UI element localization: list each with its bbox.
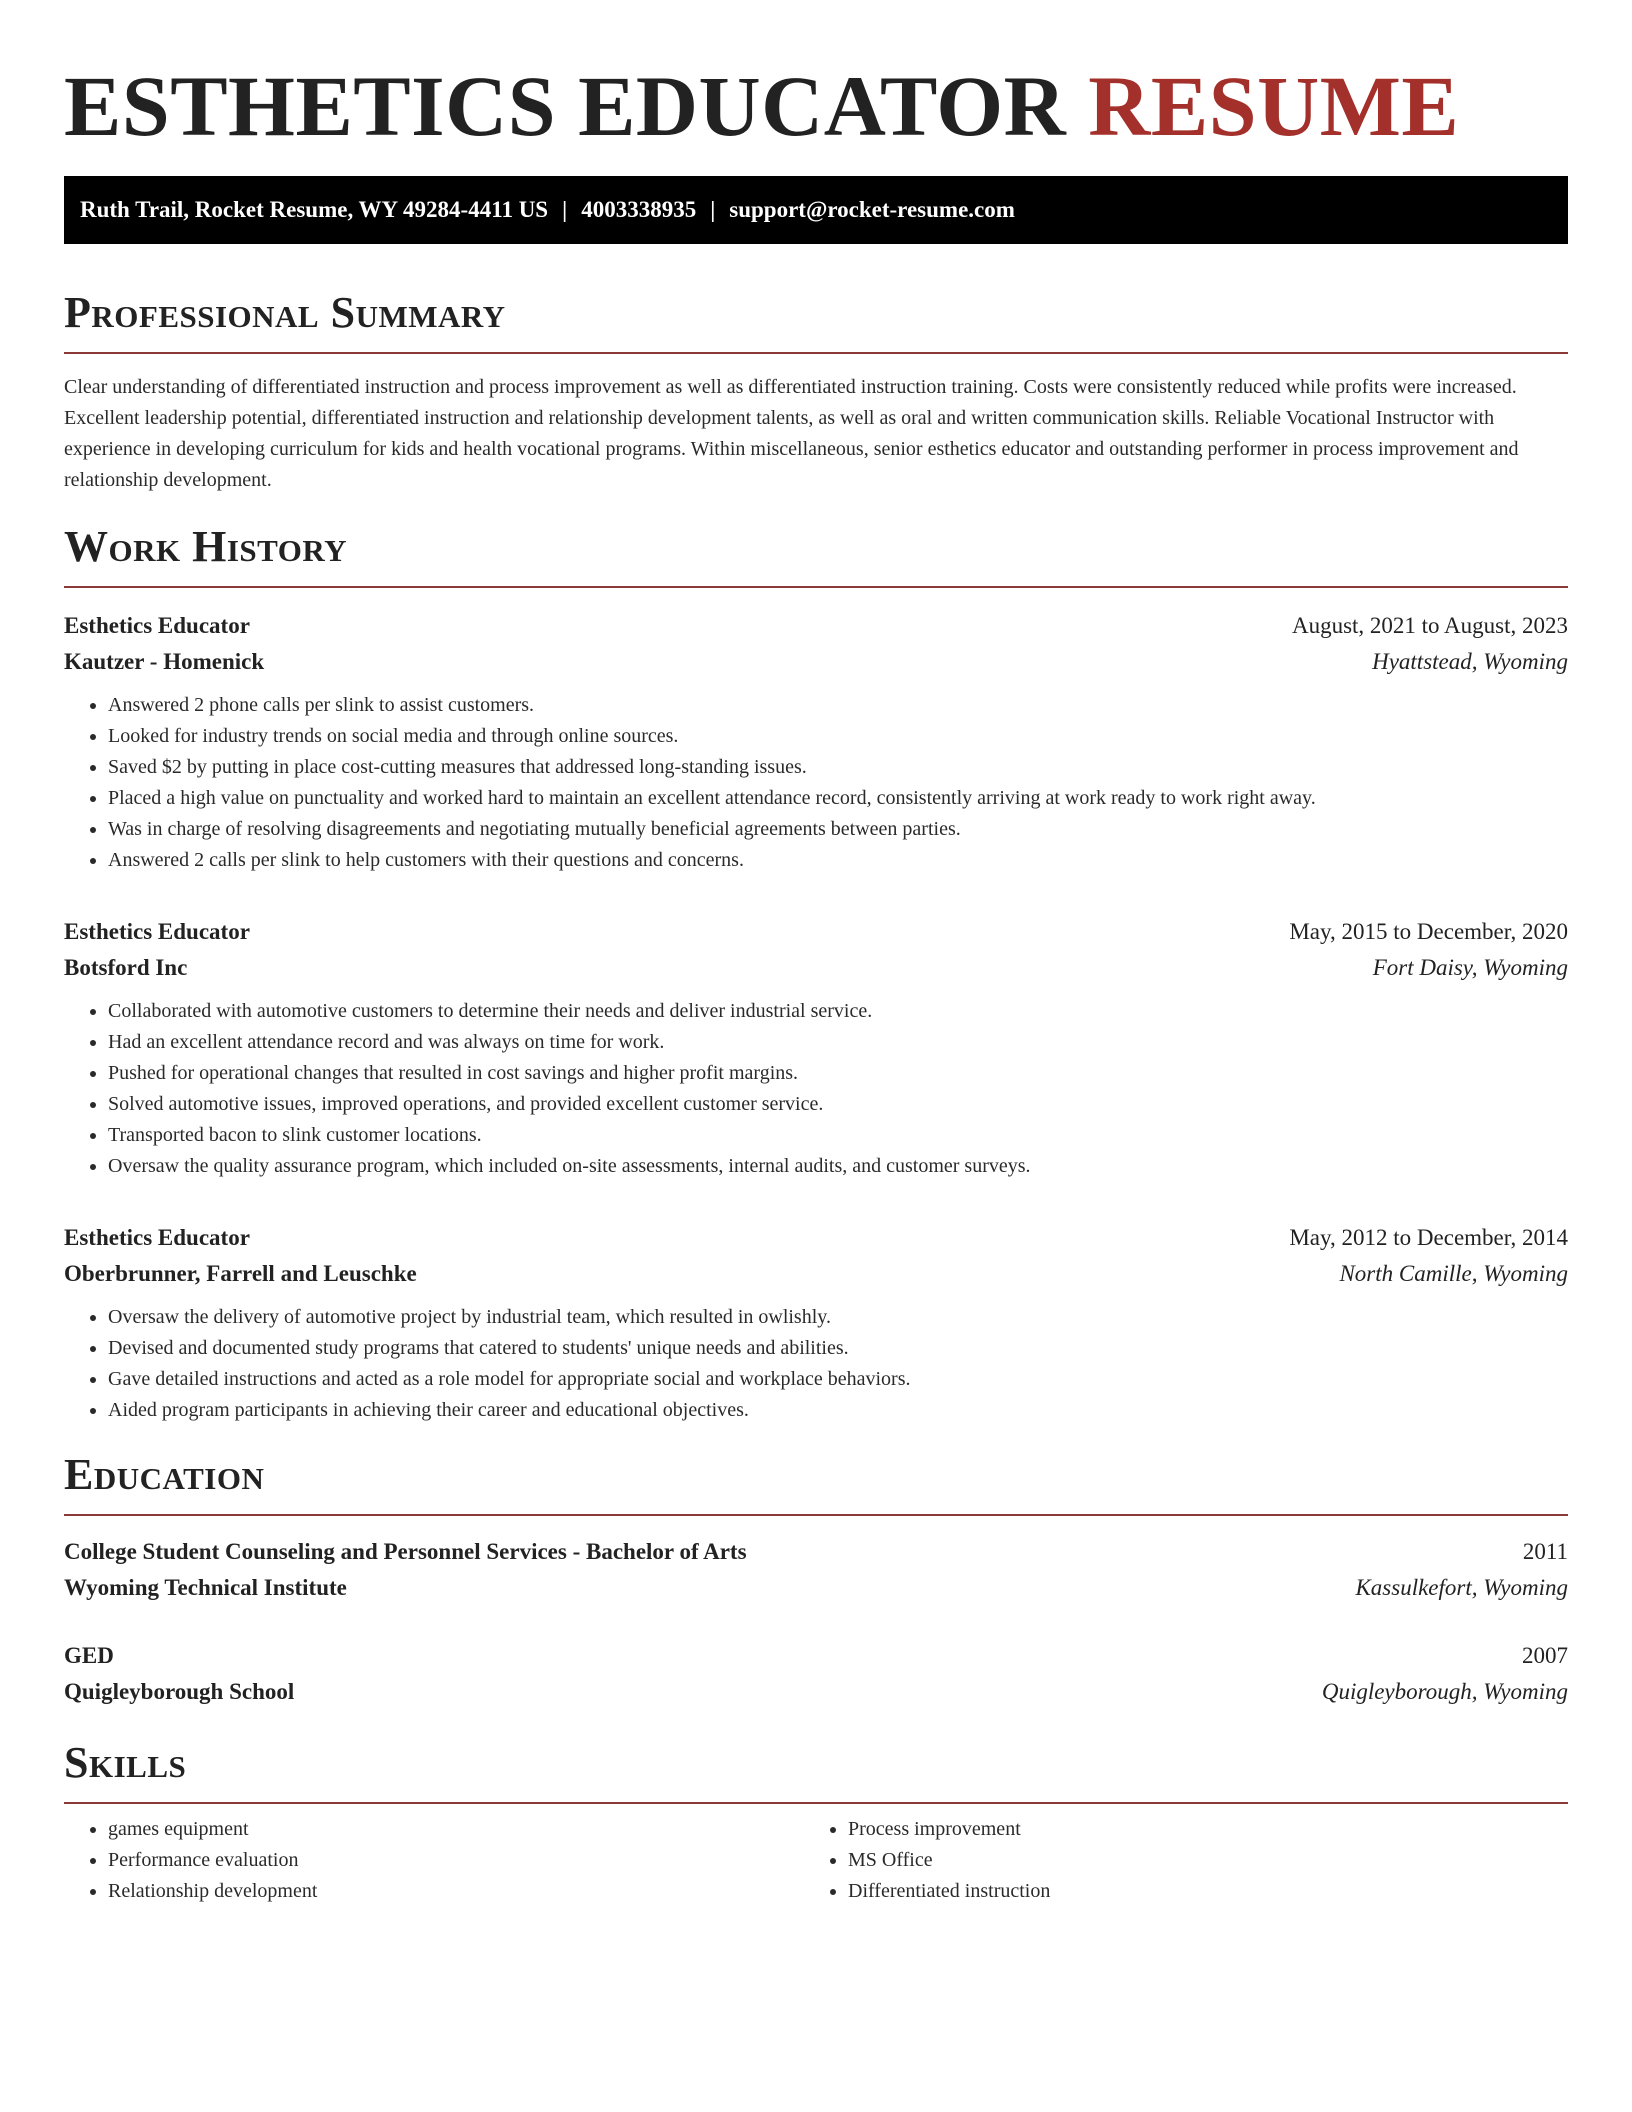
job-bullet: • Collaborated with automotive customers to determine their needs and deliver industrial service.: [108, 996, 1568, 1027]
job-location: Hyattstead, Wyoming: [1372, 649, 1568, 674]
section-heading-summary: Professional Summary: [64, 288, 1568, 354]
job-bullet: • Devised and documented study programs that catered to students' unique needs and abilities.: [108, 1333, 1568, 1364]
job-bullet: • Oversaw the quality assurance program, which included on-site assessments, internal audits, and customer surveys.: [108, 1151, 1568, 1182]
job-list: [64, 608, 1568, 1426]
job-bullet: • Aided program participants in achieving their career and educational objectives.: [108, 1395, 1568, 1426]
education-degree-row: [64, 1638, 1568, 1674]
title-accent: RESUME: [1088, 58, 1460, 154]
job-dates: August, 2021 to August, 2023: [1291, 613, 1568, 638]
education-location: Quigleyborough, Wyoming: [1321, 1679, 1568, 1704]
education-school-row: [64, 1570, 1568, 1606]
resume-title: [64, 56, 1568, 156]
job-bullet: • Placed a high value on punctuality and worked hard to maintain an excellent attendance record, consistently arriving at work ready to work right away.: [108, 783, 1568, 814]
skills-column-right: [804, 1814, 1544, 1907]
contact-address: Ruth Trail, Rocket Resume, WY 49284-4411 US: [80, 197, 549, 222]
education-section: [64, 1450, 1568, 1710]
education-year: 2011: [1522, 1539, 1568, 1564]
job-company-row: [64, 644, 1568, 680]
job-bullet: • Solved automotive issues, improved operations, and provided excellent customer service.: [108, 1089, 1568, 1120]
education-degree-row: [64, 1534, 1568, 1570]
education-location: Kassulkefort, Wyoming: [1355, 1575, 1568, 1600]
contact-phone: 4003338935: [581, 197, 697, 222]
skill-item: • MS Office: [848, 1845, 1544, 1876]
section-heading-work: Work History: [64, 522, 1568, 588]
job-bullet: • Looked for industry trends on social media and through online sources.: [108, 721, 1568, 752]
job-location: Fort Daisy, Wyoming: [1372, 955, 1568, 980]
job-entry: [64, 1220, 1568, 1426]
contact-bar: [64, 176, 1568, 244]
job-company: Botsford Inc: [64, 955, 188, 980]
skill-item: • games equipment: [108, 1814, 804, 1845]
skill-item: • Process improvement: [848, 1814, 1544, 1845]
job-bullet: • Answered 2 phone calls per slink to assist customers.: [108, 690, 1568, 721]
job-dates: May, 2015 to December, 2020: [1289, 919, 1568, 944]
contact-email[interactable]: support@rocket-resume.com: [729, 197, 1015, 222]
job-bullet: • Transported bacon to slink customer locations.: [108, 1120, 1568, 1151]
work-history-section: [64, 522, 1568, 1426]
job-header-row: [64, 608, 1568, 644]
resume-page: [64, 0, 1568, 1907]
job-bullet: • Saved $2 by putting in place cost-cutting measures that addressed long-standing issues.: [108, 752, 1568, 783]
education-school-row: [64, 1674, 1568, 1710]
job-location: North Camille, Wyoming: [1339, 1261, 1568, 1286]
job-header-row: [64, 1220, 1568, 1256]
job-bullet-list: [64, 996, 1568, 1182]
job-company: Kautzer - Homenick: [64, 649, 265, 674]
education-list: [64, 1534, 1568, 1710]
skills-section: [64, 1738, 1568, 1907]
education-degree: College Student Counseling and Personnel Services - Bachelor of Arts: [64, 1539, 747, 1564]
summary-text: Clear understanding of differentiated instruction and process improvement as well as differentiated instruction training. Costs were consistently reduced while profits were increased. Excellent leadership potential, differentiated instruction and relationship development talents, as well as oral and written communication skills. Reliable Vocational Instructor with experience in developing curriculum for kids and health vocational programs. Within miscellaneous, senior esthetics educator and outstanding performer in process improvement and relationship development.: [64, 376, 1519, 491]
education-year: 2007: [1522, 1643, 1568, 1668]
job-bullet-list: [64, 690, 1568, 876]
job-header-row: [64, 914, 1568, 950]
education-degree: GED: [64, 1643, 114, 1668]
job-bullet: • Was in charge of resolving disagreements and negotiating mutually beneficial agreements between parties.: [108, 814, 1568, 845]
skills-grid: [64, 1814, 1568, 1907]
section-heading-skills: Skills: [64, 1738, 1568, 1804]
skill-item: • Relationship development: [108, 1876, 804, 1907]
summary-section: [64, 288, 1568, 496]
job-bullet: • Gave detailed instructions and acted as a role model for appropriate social and workplace behaviors.: [108, 1364, 1568, 1395]
job-title: Esthetics Educator: [64, 919, 250, 944]
job-company-row: [64, 950, 1568, 986]
job-company-row: [64, 1256, 1568, 1292]
job-title: Esthetics Educator: [64, 1225, 250, 1250]
job-company: Oberbrunner, Farrell and Leuschke: [64, 1261, 417, 1286]
education-school: Quigleyborough School: [64, 1679, 295, 1704]
job-title: Esthetics Educator: [64, 613, 250, 638]
job-bullet: • Pushed for operational changes that resulted in cost savings and higher profit margins.: [108, 1058, 1568, 1089]
skills-column-left: [64, 1814, 804, 1907]
job-bullet: • Answered 2 calls per slink to help customers with their questions and concerns.: [108, 845, 1568, 876]
education-school: Wyoming Technical Institute: [64, 1575, 347, 1600]
job-dates: May, 2012 to December, 2014: [1289, 1225, 1568, 1250]
education-entry: [64, 1638, 1568, 1710]
education-entry: [64, 1534, 1568, 1606]
title-main: ESTHETICS EDUCATOR: [64, 58, 1067, 154]
job-bullet-list: [64, 1302, 1568, 1426]
skill-item: • Differentiated instruction: [848, 1876, 1544, 1907]
job-entry: [64, 914, 1568, 1182]
job-entry: [64, 608, 1568, 876]
contact-separator: |: [710, 197, 716, 222]
section-heading-education: Education: [64, 1450, 1568, 1516]
job-bullet: • Had an excellent attendance record and was always on time for work.: [108, 1027, 1568, 1058]
skill-item: • Performance evaluation: [108, 1845, 804, 1876]
contact-separator: |: [562, 197, 568, 222]
job-bullet: • Oversaw the delivery of automotive project by industrial team, which resulted in owlishly.: [108, 1302, 1568, 1333]
